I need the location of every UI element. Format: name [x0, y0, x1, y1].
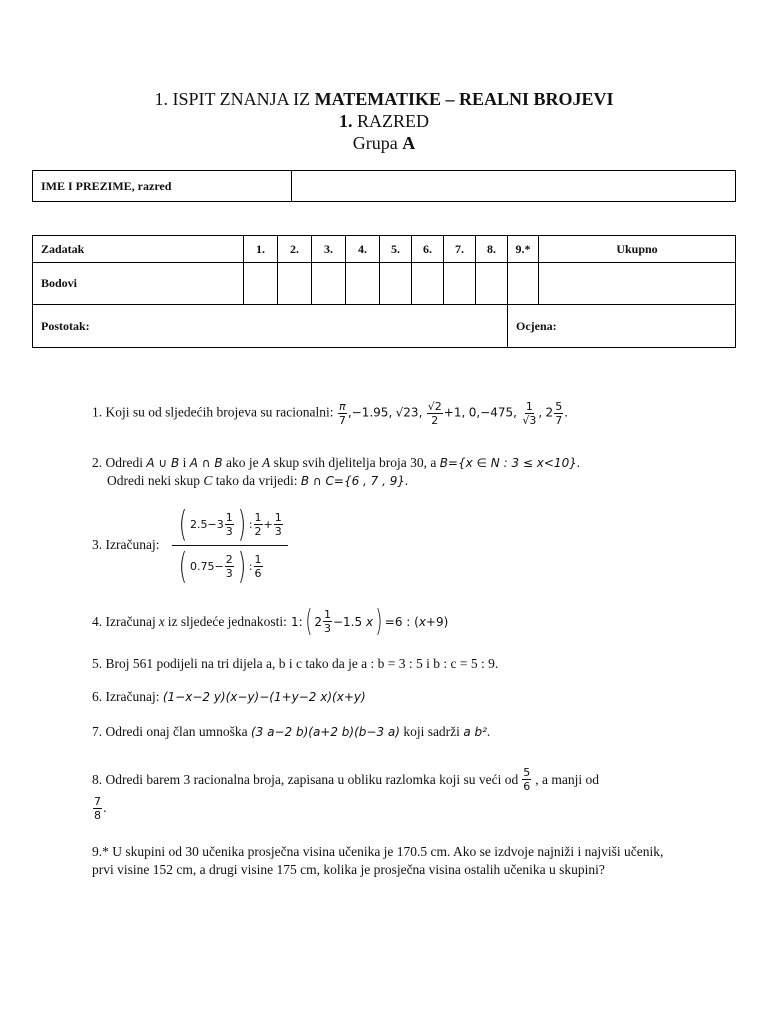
points-cell[interactable] [444, 263, 476, 305]
percent-label: Postotak: [33, 305, 508, 348]
points-cell[interactable] [312, 263, 346, 305]
score-table [32, 235, 736, 348]
task-header: 9.* [508, 236, 539, 263]
exam-group: Grupa A [352, 133, 416, 153]
points-cell[interactable] [346, 263, 380, 305]
exam-grade: 1. RAZRED [339, 111, 429, 131]
name-field[interactable] [292, 171, 736, 202]
points-cell[interactable] [244, 263, 278, 305]
problem-2-line-2: Odredi neki skup C tako da vrijedi: B ∩ C={6 , 7 , 9}. [107, 473, 409, 488]
problem-3-label: 3. Izračunaj: [92, 537, 160, 552]
task-header: 8. [476, 236, 508, 263]
problem-2: 2. Odredi A ∪ B i A ∩ B ako je A skup svih djelitelja broja 30, a B={x ∈ N : 3 ≤ x<10}. [92, 455, 581, 470]
task-header: 2. [278, 236, 312, 263]
name-label: IME I PREZIME, razred [33, 171, 292, 202]
problem-7: 7. Odredi onaj član umnoška (3 a−2 b)(a+2 b)(b−3 a) koji sadrži a b². [92, 724, 491, 739]
problem-1: 1. Koji su od sljedećih brojeva su racionalni: $\frac{\pi}{7}$ ,−1.95, √23, $\frac{√2}{2}$ +1, 0,−475, $\frac{1}{√3}$ , 2 $\frac{5}{7}$ . [92, 400, 569, 427]
problem-4: 4. Izračunaj x iz sljedeće jednakosti: 1: ( 2 $\frac{1}{3}$ −1.5 x ) =6 : (x+9) [92, 603, 449, 639]
total-label: Ukupno [539, 236, 736, 263]
task-header: 1. [244, 236, 278, 263]
task-header: 4. [346, 236, 380, 263]
task-header: 3. [312, 236, 346, 263]
points-cell[interactable] [508, 263, 539, 305]
task-header: 7. [444, 236, 476, 263]
name-table [32, 170, 736, 202]
points-label: Bodovi [33, 263, 244, 305]
fraction: $\frac{5}{6}$ [523, 766, 531, 793]
task-label: Zadatak [33, 236, 244, 263]
task-header: 6. [412, 236, 444, 263]
exam-title: 1. ISPIT ZNANJA IZ MATEMATIKE – REALNI BROJEVI [154, 89, 614, 109]
problem-8-fraction: $\frac{7}{8}$ . [94, 795, 107, 822]
fraction: $\frac{\pi}{7}$ [338, 400, 346, 427]
total-cell[interactable] [539, 263, 736, 305]
problem-6: 6. Izračunaj: (1−x−2 y)(x−y)−(1+y−2 x)(x+y) [92, 689, 366, 704]
problem-3-expression: ( 2.5−3 $\frac{1}{3}$ ) : $\frac{1}{2}$ + $\frac{1}{3}$ ( 0.75− $\frac{2}{3}$ ) : $\frac{1}{6}$ [172, 504, 288, 587]
fraction: $\frac{√2}{2}$ [427, 400, 442, 427]
points-cell[interactable] [412, 263, 444, 305]
task-header: 5. [380, 236, 412, 263]
fraction: $\frac{5}{7}$ [555, 400, 563, 427]
problem-5: 5. Broj 561 podijeli na tri dijela a, b i c tako da je a : b = 3 : 5 i b : c = 5 : 9. [92, 656, 499, 671]
points-cell[interactable] [380, 263, 412, 305]
problem-9: 9.* U skupini od 30 učenika prosječna visina učenika je 170.5 cm. Ako se izdvoje najniži i najviši učenik, prvi visine 152 cm, a drugi visine 175 cm, kolika je prosječna visina ostalih učenika u skupini? [92, 844, 664, 877]
points-cell[interactable] [476, 263, 508, 305]
points-cell[interactable] [278, 263, 312, 305]
problem-8: 8. Odredi barem 3 racionalna broja, zapisana u obliku razlomka koji su veći od $\frac{5}{6}$ , a manji od [92, 766, 599, 793]
fraction: $\frac{1}{√3}$ [522, 400, 537, 427]
grade-label: Ocjena: [508, 305, 736, 348]
